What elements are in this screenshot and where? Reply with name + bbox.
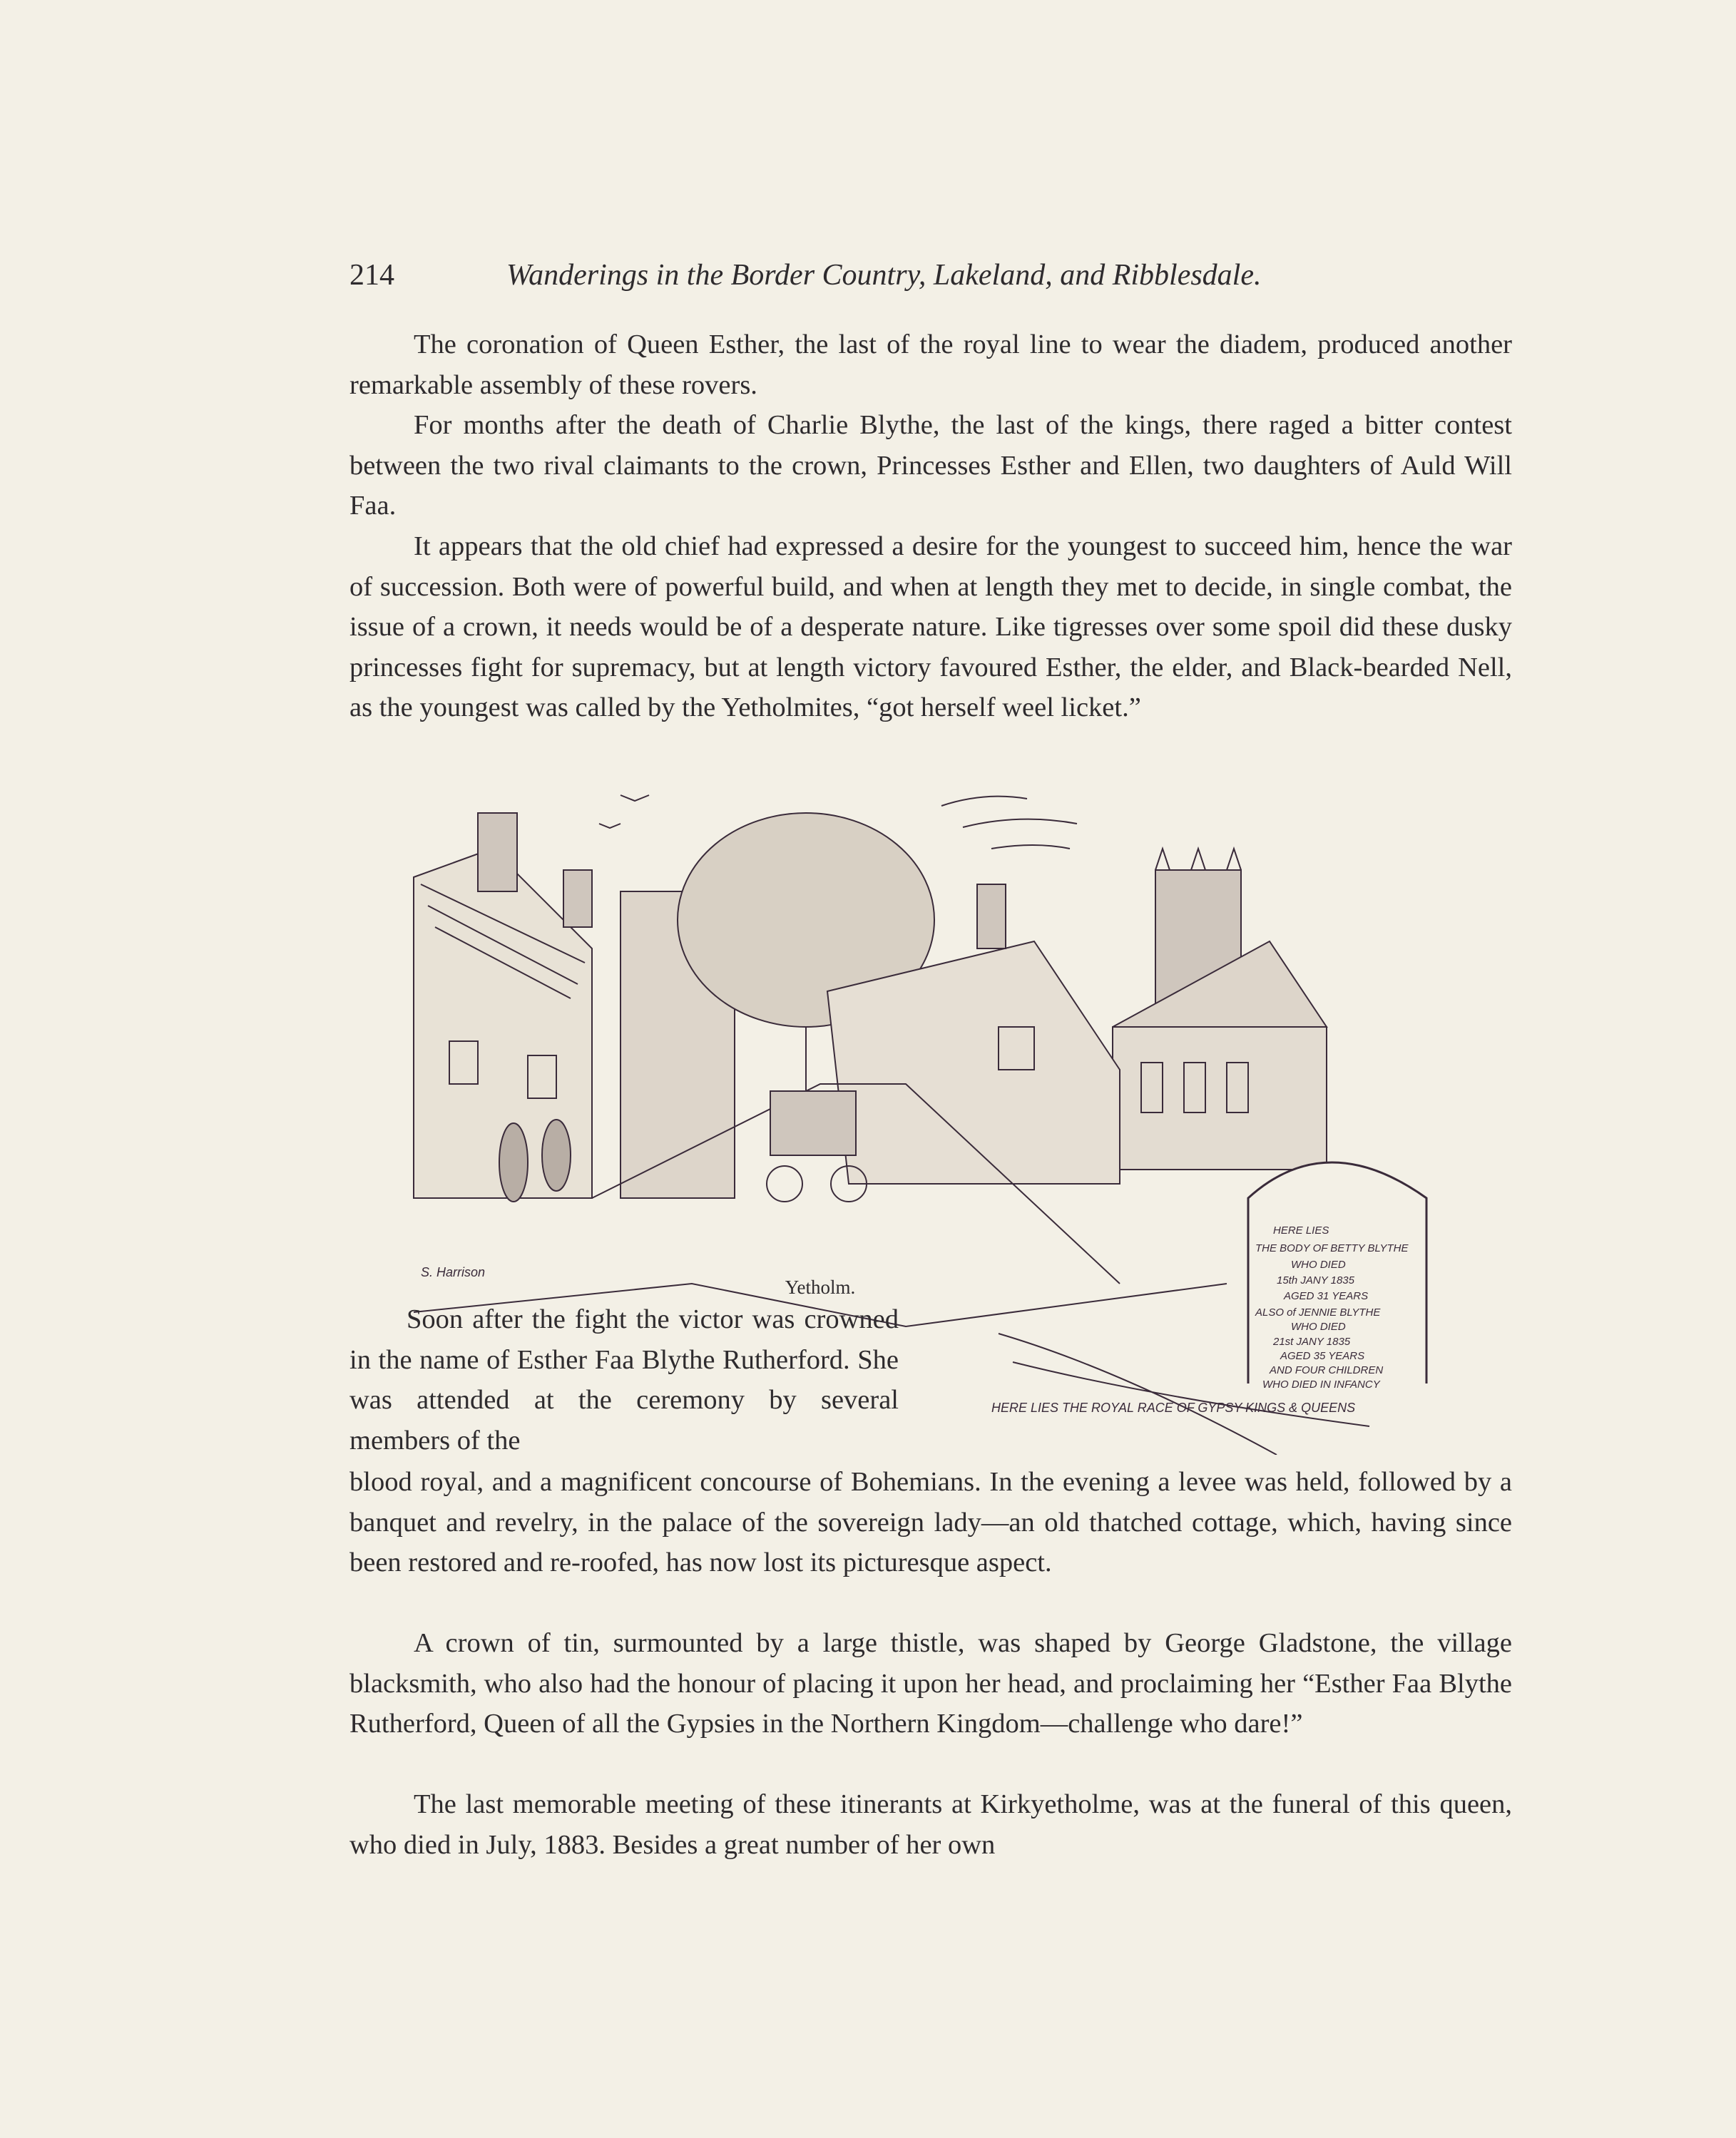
covered-cart <box>770 1091 856 1155</box>
artist-signature: S. Harrison <box>421 1265 486 1279</box>
tombstone-line: AGED 31 YEARS <box>1284 1290 1369 1302</box>
tombstone-line: AND FOUR CHILDREN <box>1270 1364 1384 1376</box>
chimney <box>563 870 592 927</box>
illustration-caption: Yetholm. <box>785 1277 856 1298</box>
paragraph-coronation: The coronation of Queen Esther, the last of the royal line to wear the diadem, produced another remarkable assembly of these rovers. <box>349 329 1512 400</box>
tombstone-line: 21st JANY 1835 <box>1273 1336 1351 1348</box>
tombstone-line: WHO DIED <box>1291 1259 1346 1271</box>
figure <box>499 1123 528 1202</box>
paragraph-crowning-wrapped: Soon after the fight the victor was crowned in the name of Esther Faa Blythe Rutherford. She was attended at the ceremony by several members of the <box>349 1304 899 1456</box>
page-number: 214 <box>349 259 394 292</box>
tombstone-line: THE BODY OF BETTY BLYTHE <box>1255 1242 1409 1254</box>
tombstone-line: WHO DIED <box>1291 1321 1346 1333</box>
tombstone-line: AGED 35 YEARS <box>1280 1350 1365 1362</box>
paragraph-contest: For months after the death of Charlie Blythe, the last of the kings, there raged a bitter contest between the two rival claimants to the crown, Princesses Esther and Ellen, two daughters of Auld Will Faa. <box>349 410 1512 521</box>
figure <box>542 1120 571 1191</box>
paragraph-crown-of-tin: A crown of tin, surmounted by a large thistle, was shaped by George Gladstone, the village blacksmith, who also had the honour of placing it upon her head, and proclaiming her “Esther Faa Blythe Rutherford, Queen of all the Gypsies in the Northern Kingdom—challenge who dare!” <box>349 1628 1512 1739</box>
bird-mark <box>599 824 621 828</box>
running-header <box>349 258 1369 301</box>
bird-mark <box>621 795 649 801</box>
tombstone-line: WHO DIED IN INFANCY <box>1262 1379 1380 1391</box>
church-nave <box>1113 1027 1327 1170</box>
cloud-hatching <box>941 797 1077 849</box>
running-title: Wanderings in the Border Country, Lakeland, and Ribblesdale. <box>506 259 1262 292</box>
paragraph-succession: It appears that the old chief had expressed a desire for the youngest to succeed him, hence the war of succession. Both were of powerful build, and when at length they met to decide, in single combat, the issue of a crown, it needs would be of a desperate nature. Like tigresses over some spoil did these dusky princesses fight for supremacy, but at length victory favoured Esther, the elder, and Black-bearded Nell, as the youngest was called by the Yetholmites, “got herself weel licket.” <box>349 531 1512 722</box>
ribbon-text: HERE LIES THE ROYAL RACE OF GYPSY KINGS & QUEENS <box>991 1401 1356 1415</box>
tombstone-line: HERE LIES <box>1273 1224 1329 1237</box>
paragraph-funeral: The last memorable meeting of these itinerants at Kirkyetholme, was at the funeral of this queen, who died in July, 1883. Besides a great number of her own <box>349 1789 1512 1860</box>
tower-pinnacles <box>1155 849 1241 870</box>
cart-wheel <box>767 1166 802 1202</box>
tombstone-line: ALSO of JENNIE BLYTHE <box>1255 1306 1381 1319</box>
tombstone-line: 15th JANY 1835 <box>1277 1274 1354 1287</box>
paragraph-crowning-continued: blood royal, and a magnificent concourse of Bohemians. In the evening a levee was held, followed by a banquet and revelry, in the palace of the sovereign lady—an old thatched cottage, which, having since been restored and re-roofed, has now lost its picturesque aspect. <box>349 1467 1512 1577</box>
chimney <box>478 813 517 891</box>
chimney <box>977 884 1006 948</box>
